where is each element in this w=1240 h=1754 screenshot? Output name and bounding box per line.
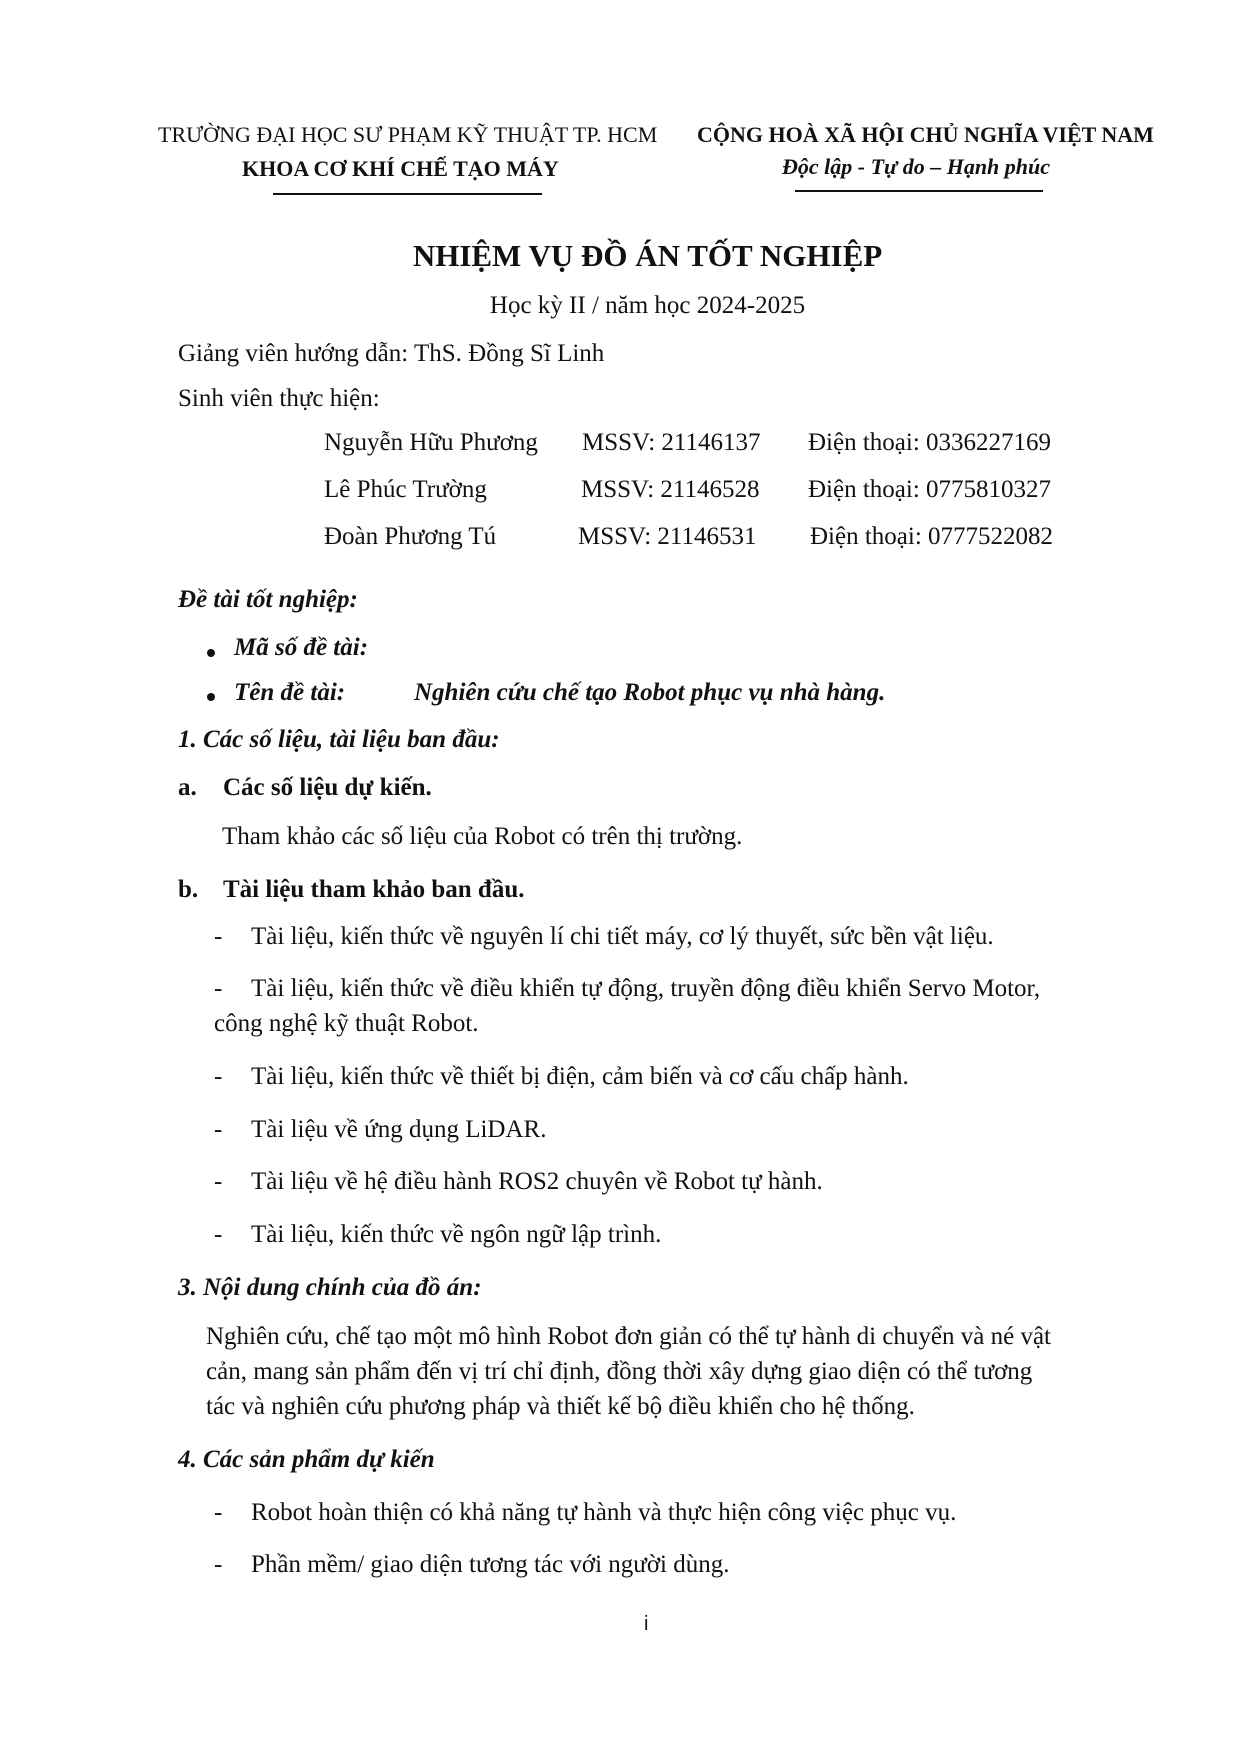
topic-heading: Đề tài tốt nghiệp:	[178, 586, 358, 613]
page-number: i	[644, 1613, 649, 1635]
section3-line: cản, mang sản phẩm đến vị trí chỉ định, đồng thời xây dựng giao diện có thể tương	[206, 1358, 1033, 1385]
list-item: Tài liệu, kiến thức về nguyên lí chi tiết máy, cơ lý thuyết, sức bền vật liệu.	[251, 923, 994, 950]
left-header-rule	[273, 193, 542, 195]
advisor: Giảng viên hướng dẫn: ThS. Đồng Sĩ Linh	[178, 340, 605, 367]
students-label: Sinh viên thực hiện:	[178, 385, 380, 412]
student-id: MSSV: 21146137	[582, 429, 761, 456]
section1b-label: b.	[178, 876, 199, 903]
topic-name-value: Nghiên cứu chế tạo Robot phục vụ nhà hàng.	[414, 679, 886, 706]
student-name: Lê Phúc Trường	[324, 476, 487, 503]
list-item-continuation: công nghệ kỹ thuật Robot.	[214, 1010, 479, 1037]
topic-code-label: Mã số đề tài:	[234, 634, 369, 661]
country-motto: Độc lập - Tự do – Hạnh phúc	[782, 154, 1051, 179]
bullet-icon	[207, 693, 215, 701]
section1a-heading: Các số liệu dự kiến.	[223, 774, 432, 801]
student-phone: Điện thoại: 0336227169	[808, 429, 1052, 456]
dash-marker: -	[214, 923, 223, 950]
section3-line: tác và nghiên cứu phương pháp và thiết kế bộ điều khiển cho hệ thống.	[206, 1393, 915, 1420]
dash-marker: -	[214, 1551, 223, 1578]
semester-line: Học kỳ II / năm học 2024-2025	[489, 292, 806, 319]
dash-marker: -	[214, 1221, 223, 1248]
country-name: CỘNG HOÀ XÃ HỘI CHỦ NGHĨA VIỆT NAM	[697, 122, 1154, 147]
bullet-icon	[207, 649, 215, 657]
section3-heading: 3. Nội dung chính của đồ án:	[178, 1274, 482, 1301]
student-id: MSSV: 21146531	[578, 523, 757, 550]
page-title: NHIỆM VỤ ĐỒ ÁN TỐT NGHIỆP	[412, 238, 883, 273]
right-header-rule	[795, 190, 1043, 192]
dash-marker: -	[214, 1168, 223, 1195]
section3-line: Nghiên cứu, chế tạo một mô hình Robot đơn giản có thể tự hành di chuyển và né vật	[206, 1323, 1051, 1350]
list-item: Tài liệu, kiến thức về thiết bị điện, cảm biến và cơ cấu chấp hành.	[251, 1063, 909, 1090]
section1a-label: a.	[178, 774, 197, 801]
dash-marker: -	[214, 1499, 223, 1526]
section1a-text: Tham khảo các số liệu của Robot có trên thị trường.	[222, 823, 743, 850]
student-id: MSSV: 21146528	[581, 476, 760, 503]
section4-heading: 4. Các sản phẩm dự kiến	[178, 1446, 435, 1473]
student-name: Nguyễn Hữu Phương	[324, 429, 538, 456]
student-phone: Điện thoại: 0775810327	[808, 476, 1052, 503]
university-name: TRƯỜNG ĐẠI HỌC SƯ PHẠM KỸ THUẬT TP. HCM	[158, 122, 658, 147]
dash-marker: -	[214, 975, 223, 1002]
list-item: Robot hoàn thiện có khả năng tự hành và thực hiện công việc phục vụ.	[251, 1499, 957, 1526]
section1b-heading: Tài liệu tham khảo ban đầu.	[223, 876, 525, 903]
dash-marker: -	[214, 1063, 223, 1090]
student-name: Đoàn Phương Tú	[324, 523, 497, 550]
section1-heading: 1. Các số liệu, tài liệu ban đầu:	[178, 726, 500, 753]
list-item: Phần mềm/ giao diện tương tác với người dùng.	[251, 1551, 730, 1578]
dash-marker: -	[214, 1116, 223, 1143]
list-item: Tài liệu, kiến thức về ngôn ngữ lập trình.	[251, 1221, 662, 1248]
list-item: Tài liệu về hệ điều hành ROS2 chuyên về Robot tự hành.	[251, 1168, 823, 1195]
list-item: Tài liệu về ứng dụng LiDAR.	[251, 1116, 547, 1143]
list-item: Tài liệu, kiến thức về điều khiển tự động, truyền động điều khiển Servo Motor,	[251, 975, 1041, 1002]
student-phone: Điện thoại: 0777522082	[810, 523, 1054, 550]
faculty-name: KHOA CƠ KHÍ CHẾ TẠO MÁY	[242, 156, 559, 181]
topic-name-label: Tên đề tài:	[234, 679, 346, 706]
